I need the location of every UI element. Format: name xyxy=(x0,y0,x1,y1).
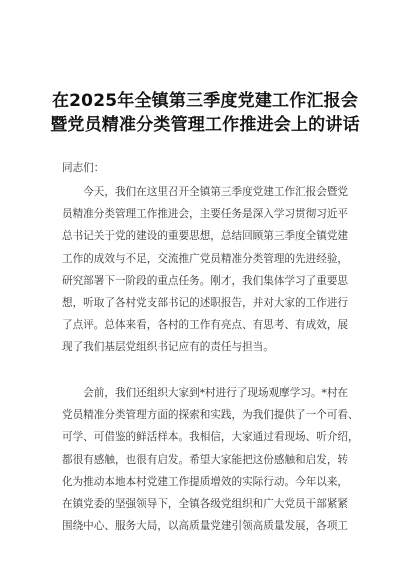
paragraph-line: 工作的成效与不足，交流推广党员精准分类管理的先进经验， xyxy=(62,252,349,265)
title-line-2: 暨党员精准分类管理工作推进会上的讲话 xyxy=(50,115,360,135)
paragraph-line: 党员精准分类管理方面的探索和实践，为我们提供了一个可看、 xyxy=(62,409,359,422)
paragraph-line xyxy=(62,359,362,381)
paragraph-line: 化为推动本地本村党建工作提质增效的实际行动。今年以来， xyxy=(62,475,349,488)
salutation: 同志们： xyxy=(62,162,105,174)
paragraph-2 xyxy=(62,382,362,560)
paragraph-line: 今天，我们在这里召开全镇第三季度党建工作汇报会暨党 xyxy=(62,186,349,198)
paragraph-line xyxy=(62,537,362,559)
paragraph-line: 想，听取了各村党支部书记的述职报告，并对大家的工作进行 xyxy=(62,296,349,309)
paragraph-1 xyxy=(62,181,362,381)
paragraph-line: 都很有感触，也很有启发。希望大家能把这份感触和启发，转 xyxy=(62,453,349,466)
paragraph-line: 了点评。总体来看，各村的工作有亮点、有思考、有成效，展 xyxy=(62,319,349,332)
paragraph-line: 员精准分类管理工作推进会，主要任务是深入学习贯彻习近平 xyxy=(62,208,349,221)
paragraph-line: 在镇党委的坚强领导下，全镇各级党组织和广大党员干部紧紧 xyxy=(62,497,349,510)
paragraph-line: 总书记关于党的建设的重要思想，总结回顾第三季度全镇党建 xyxy=(62,230,349,243)
paragraph-line: 研究部署下一阶段的重点任务。刚才，我们集体学习了重要思 xyxy=(62,274,349,287)
paragraph-line: 可学、可借鉴的鲜活样本。我相信，大家通过看现场、听介绍， xyxy=(62,431,359,444)
paragraph-line: 会前，我们还组织大家到*村进行了现场观摩学习。*村在 xyxy=(62,387,349,399)
paragraph-line: 围绕中心、服务大局，以高质量党建引领高质量发展，各项工 xyxy=(62,520,349,533)
paragraph-line: 现了我们基层党组织书记应有的责任与担当。 xyxy=(62,341,274,354)
title-line-1: 在2025年全镇第三季度党建工作汇报会 xyxy=(51,91,359,111)
